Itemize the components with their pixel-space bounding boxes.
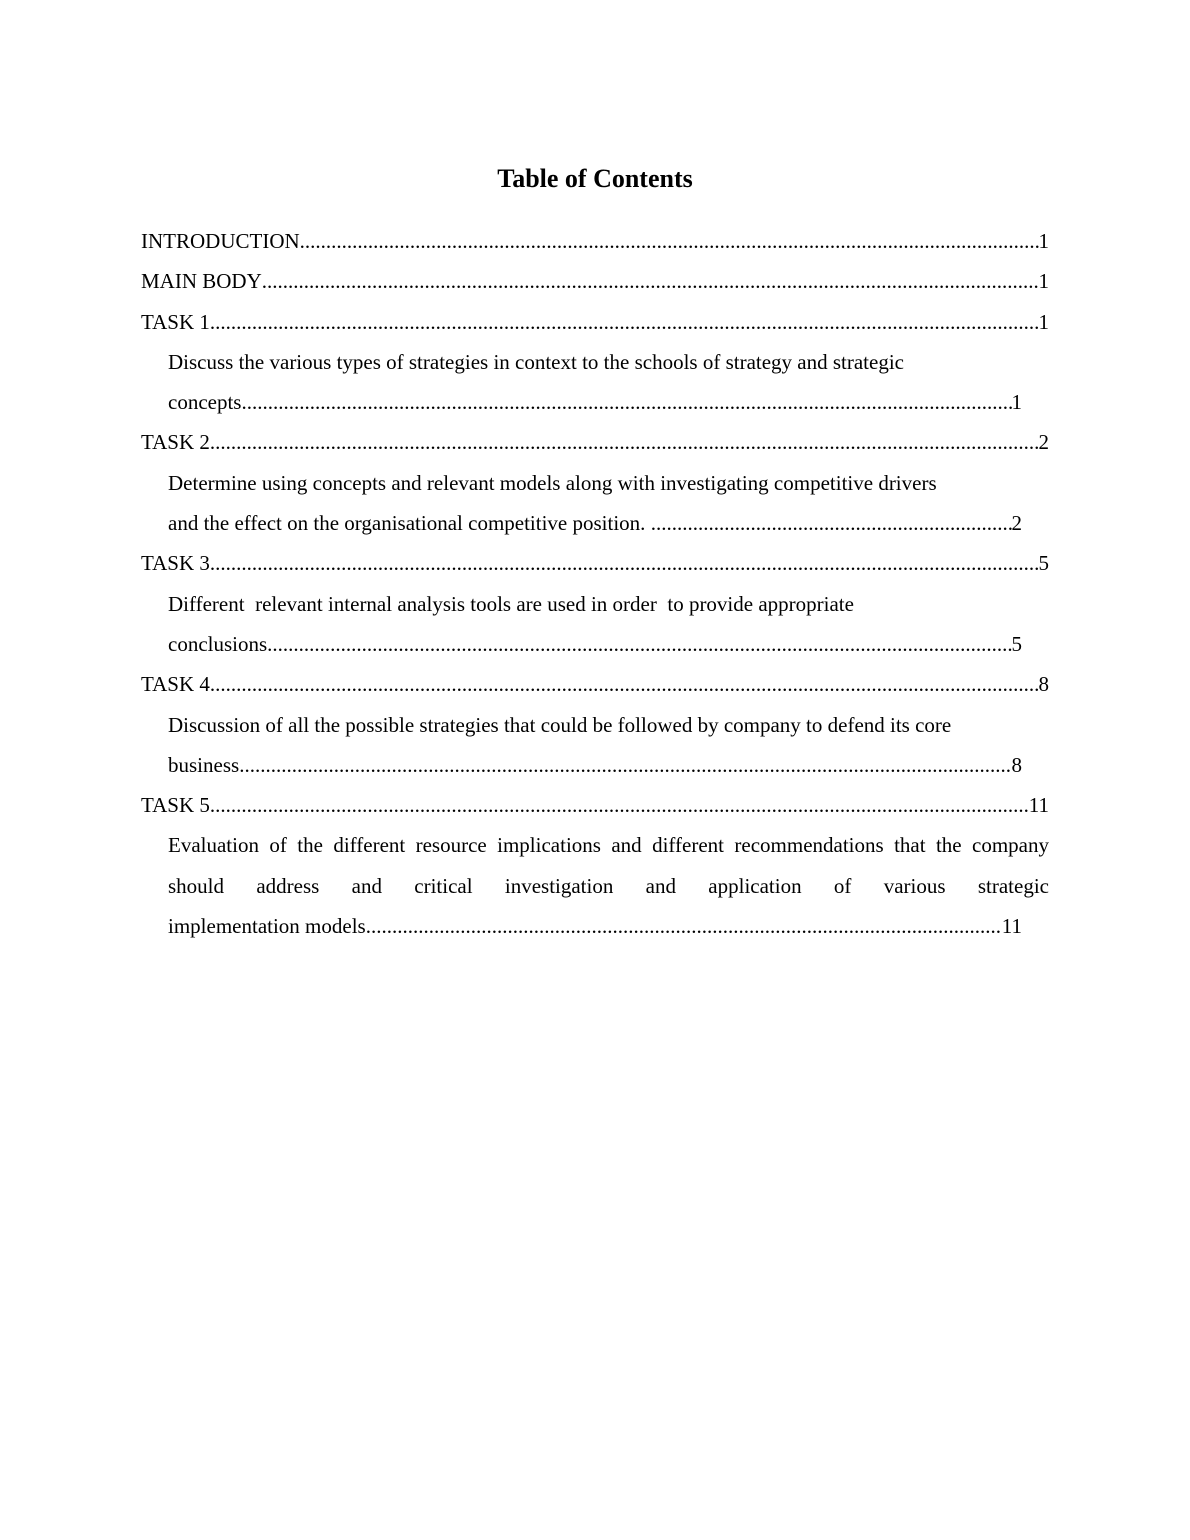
dot-leader: [241, 382, 1011, 422]
toc-entry-task-4[interactable]: [141, 664, 1049, 704]
dot-leader: [210, 422, 1039, 462]
toc-subentry-lastline: [168, 503, 1022, 543]
dot-leader: [210, 543, 1039, 583]
dot-leader: [262, 261, 1039, 301]
toc-entry-task-1[interactable]: [141, 302, 1049, 342]
dot-leader: [239, 745, 1011, 785]
toc-subentry-task-3[interactable]: [141, 584, 1049, 665]
toc-page-number: 8: [1011, 752, 1022, 777]
toc-subentry-text: Evaluation of the different resource implications and different recommendations that the company should address and critical investigation and application of various strategic: [168, 833, 1049, 898]
toc-page-number: 5: [1011, 631, 1022, 656]
dot-leader: [267, 624, 1011, 664]
toc-subentry-task-4[interactable]: [141, 705, 1049, 786]
toc-entry-label: TASK 2: [141, 430, 210, 455]
dot-leader: [210, 302, 1039, 342]
dot-leader: [300, 221, 1039, 261]
toc-subentry-task-5[interactable]: [141, 825, 1049, 946]
toc-subentry-task-1[interactable]: [141, 342, 1049, 423]
toc-page-number: 1: [1011, 390, 1022, 415]
toc-page-number: 1: [1038, 269, 1049, 294]
toc-entry-label: TASK 3: [141, 551, 210, 576]
toc-subentry-label: business: [168, 752, 240, 777]
toc-page-number: 11: [1001, 914, 1022, 939]
toc-page-number: 11: [1028, 793, 1049, 818]
toc-entry-task-5[interactable]: [141, 785, 1049, 825]
toc-subentry-label: concepts: [168, 390, 242, 415]
toc-page-number: 1: [1038, 229, 1049, 253]
toc-entry-main-body[interactable]: [141, 261, 1049, 301]
toc-page-number: 8: [1038, 672, 1049, 697]
toc-entry-label: MAIN BODY: [141, 269, 262, 294]
toc-subentry-lastline: [168, 745, 1022, 785]
dot-leader: [210, 785, 1029, 825]
toc-entry-task-3[interactable]: [141, 543, 1049, 583]
toc-subentry-label: and the effect on the organisational competitive position.: [168, 511, 651, 536]
toc-page-number: 2: [1038, 430, 1049, 455]
dot-leader: [366, 906, 1002, 946]
toc-entry-task-2[interactable]: [141, 422, 1049, 462]
table-of-contents: [141, 221, 1049, 946]
toc-subentry-task-2[interactable]: [141, 463, 1049, 544]
toc-page-number: 1: [1038, 309, 1049, 334]
toc-subentry-text: Discussion of all the possible strategies that could be followed by company to defend its core: [168, 712, 952, 737]
toc-entry-label: INTRODUCTION: [141, 229, 300, 253]
toc-subentry-label: implementation models: [168, 914, 366, 939]
toc-subentry-lastline: [168, 624, 1022, 664]
dot-leader: [651, 503, 1012, 543]
toc-subentry-lastline: [168, 906, 1022, 946]
toc-entry-label: TASK 5: [141, 793, 210, 818]
toc-subentry-label: conclusions: [168, 631, 268, 656]
toc-entry-introduction[interactable]: [141, 221, 1049, 261]
toc-title: Table of Contents: [497, 164, 693, 193]
toc-page-number: 5: [1038, 551, 1049, 576]
toc-entry-label: TASK 4: [141, 672, 210, 697]
toc-subentry-text: Different relevant internal analysis tools are used in order to provide appropriate: [168, 591, 854, 616]
toc-entry-label: TASK 1: [141, 309, 210, 334]
toc-subentry-lastline: [168, 382, 1022, 422]
toc-page-number: 2: [1011, 511, 1022, 536]
dot-leader: [210, 664, 1039, 704]
toc-subentry-text: Determine using concepts and relevant models along with investigating competitive drivers: [168, 470, 937, 495]
toc-subentry-text: Discuss the various types of strategies in context to the schools of strategy and strategic: [168, 349, 904, 374]
